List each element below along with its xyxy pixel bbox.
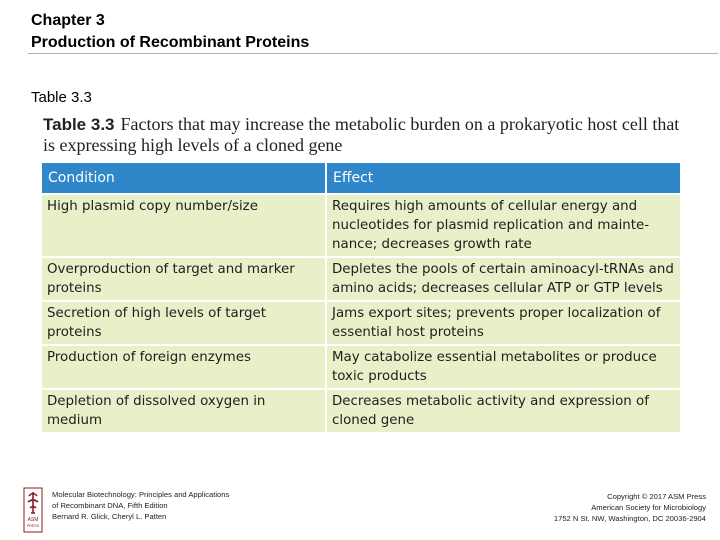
chapter-heading [31, 10, 309, 54]
table-row [42, 301, 680, 345]
table-row [42, 389, 680, 433]
book-authors: Bernard R. Glick, Cheryl L. Patten [52, 512, 167, 521]
condition-cell: High plasmid copy number/size [42, 194, 326, 257]
effect-cell: Jams export sites; prevents proper localization of essential host proteins [326, 301, 680, 345]
condition-cell: Secretion of high levels of target proteins [42, 301, 326, 345]
table-row [42, 257, 680, 301]
caption-number: Table 3.3 [43, 115, 115, 134]
effect-cell: Requires high amounts of cellular energy and nucleotides for plasmid replication and mainte-nance; decreases growth rate [326, 194, 680, 257]
copyright-line: Copyright © 2017 ASM Press [607, 492, 706, 501]
copyright-block [446, 491, 706, 524]
burden-table [42, 163, 680, 434]
effect-cell: Decreases metabolic activity and expression of cloned gene [326, 389, 680, 433]
table-header-row [42, 163, 680, 194]
effect-cell: Depletes the pools of certain aminoacyl-tRNAs and amino acids; decreases cellular ATP or GTP levels [326, 257, 680, 301]
header-condition: Condition [42, 163, 326, 194]
asm-press-logo [23, 487, 43, 533]
book-title-line2: of Recombinant DNA, Fifth Edition [52, 501, 168, 510]
book-title-line1: Molecular Biotechnology: Principles and Applications [52, 490, 230, 499]
effect-cell: May catabolize essential metabolites or produce toxic products [326, 345, 680, 389]
book-citation [52, 489, 292, 522]
table-row [42, 194, 680, 257]
condition-cell: Production of foreign enzymes [42, 345, 326, 389]
table-label: Table 3.3 [31, 89, 92, 106]
condition-cell: Depletion of dissolved oxygen in medium [42, 389, 326, 433]
society-line: American Society for Microbiology [591, 503, 706, 512]
header-effect: Effect [326, 163, 680, 194]
table-caption [43, 114, 683, 156]
header-divider [28, 53, 718, 54]
table-row [42, 345, 680, 389]
address-line: 1752 N St. NW, Washington, DC 20036-2904 [553, 514, 706, 523]
svg-text:ASM: ASM [27, 517, 39, 523]
svg-text:PRESS: PRESS [26, 524, 40, 528]
chapter-title: Production of Recombinant Proteins [31, 34, 310, 51]
chapter-number: Chapter 3 [31, 12, 105, 29]
condition-cell: Overproduction of target and marker proteins [42, 257, 326, 301]
caption-text: Factors that may increase the metabolic burden on a prokaryotic host cell that is expressing high levels of a cloned gene [43, 114, 680, 155]
